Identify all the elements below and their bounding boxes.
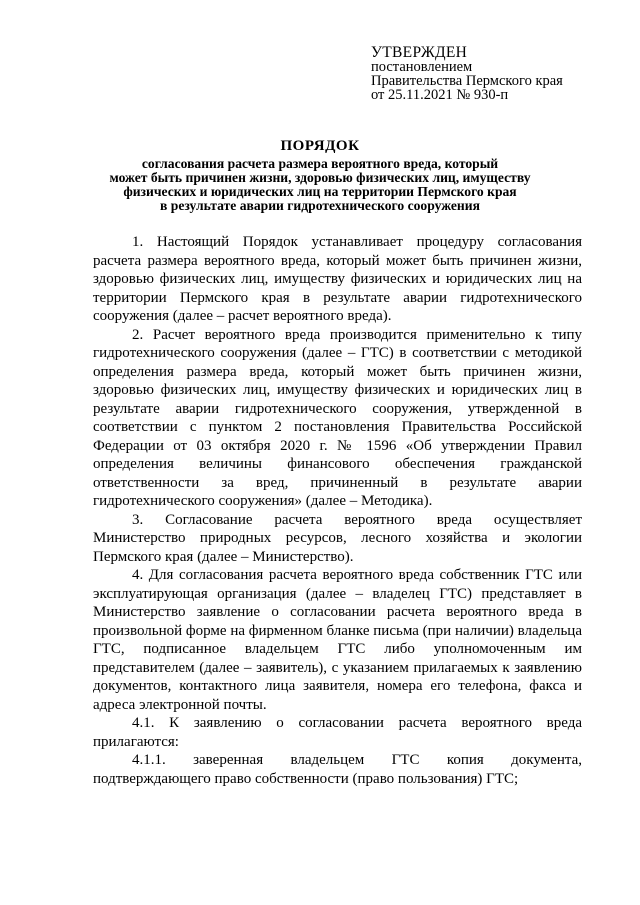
paragraph-4: 4. Для согласования расчета вероятного вреда собственник ГТС или эксплуатирующая организация (далее – владелец ГТС) представляет в Министерство заявление о согласовании расчета вероятного вреда в произвольной форме на фирменном бланке письма (при наличии) владельца ГТС, подписанное владельцем ГТС либо уполномоченным им представителем (далее – заявитель), с указанием прилагаемых к заявлению документов, контактного лица заявителя, номера его телефона, факса и адреса электронной почты. [93, 567, 582, 713]
subtitle-line: физических и юридических лиц на территории Пермского края [123, 184, 517, 199]
subtitle-line: согласования расчета размера вероятного вреда, который [141, 156, 499, 171]
approval-line-1: постановлением [371, 59, 473, 75]
document-title: ПОРЯДОК [280, 138, 360, 154]
subtitle-line: может быть причинен жизни, здоровью физических лиц, имуществу [109, 170, 531, 185]
approval-line-3: от 25.11.2021 № 930-п [371, 87, 509, 103]
approval-line-2: Правительства Пермского края [371, 73, 563, 89]
document-body [93, 233, 582, 788]
paragraph-4-1-1: 4.1.1. заверенная владельцем ГТС копия документа, подтверждающего право собственности (право пользования) ГТС; [93, 752, 582, 787]
document-subtitle [60, 157, 580, 213]
paragraph-2: 2. Расчет вероятного вреда производится применительно к типу гидротехнического сооружения (далее – ГТС) в соответствии с методикой определения размера вреда, который может быть причинен жизни, здоровью физических лиц, имуществу физических и юридических лиц в результате аварии гидротехнического сооружения, утвержденной в соответствии с пунктом 2 постановления Правительства Российской Федерации от 03 октября 2020 г. № 1596 «Об утверждении Правил определения величины финансового обеспечения гражданской ответственности за вред, причиненный в результате аварии гидротехнического сооружения» (далее – Методика). [93, 326, 582, 509]
subtitle-line: в результате аварии гидротехнического сооружения [160, 198, 480, 213]
approval-stamp [371, 46, 563, 102]
paragraph-1: 1. Настоящий Порядок устанавливает процедуру согласования расчета размера вероятного вреда, который может быть причинен жизни, здоровью физических лиц, имуществу физических и юридических лиц на территории Пермского края в результате аварии гидротехнического сооружения (далее – расчет вероятного вреда). [93, 234, 582, 324]
paragraph-3: 3. Согласование расчета вероятного вреда осуществляет Министерство природных ресурсов, лесного хозяйства и экологии Пермского края (далее – Министерство). [93, 511, 582, 565]
approval-title: УТВЕРЖДЕН [371, 44, 468, 61]
paragraph-4-1: 4.1. К заявлению о согласовании расчета вероятного вреда прилагаются: [93, 715, 582, 750]
